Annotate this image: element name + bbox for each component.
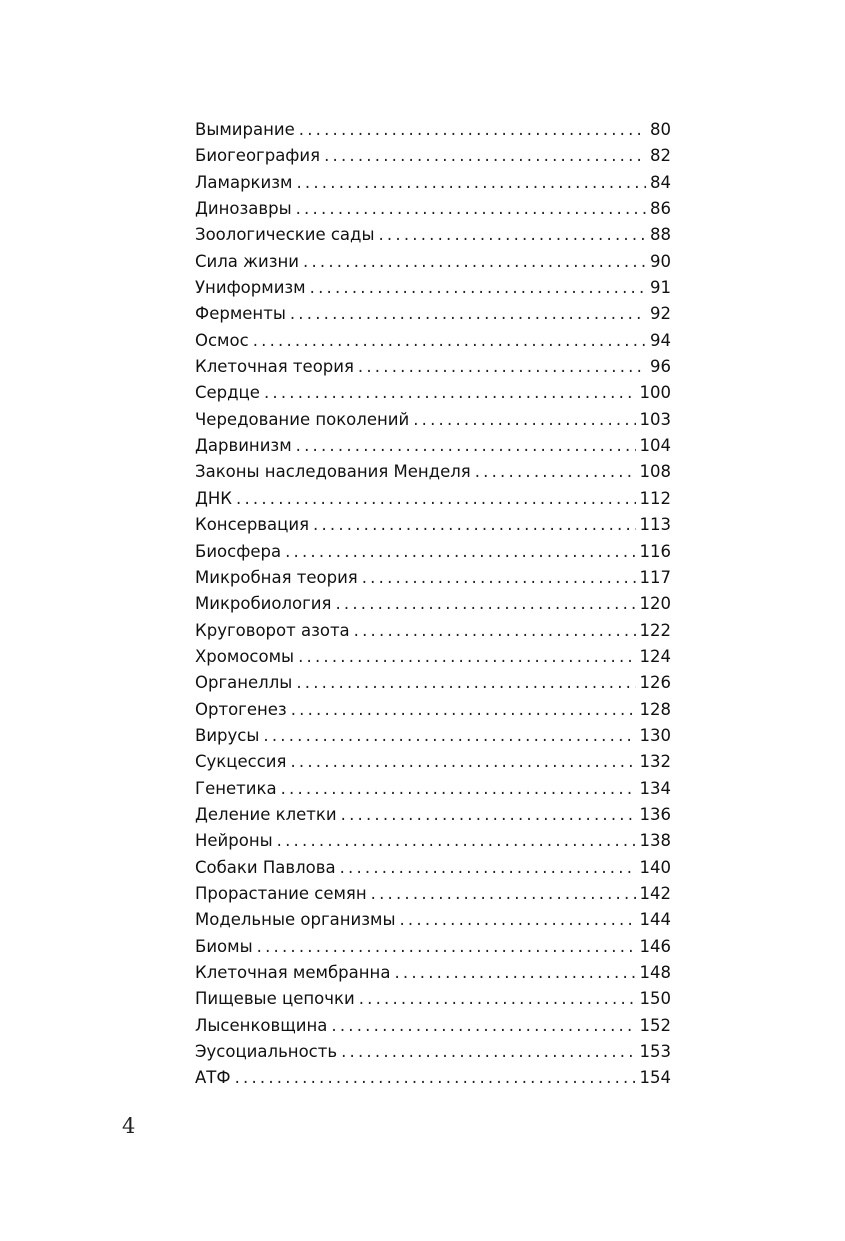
toc-entry-page: 82 (650, 146, 671, 166)
toc-entry (195, 565, 671, 591)
toc-entry-page: 154 (639, 1068, 671, 1088)
toc-entry-title: Эусоциальность (195, 1042, 338, 1062)
page-number: 4 (122, 1114, 136, 1138)
toc-entry-page: 138 (639, 831, 671, 851)
toc-entry (195, 459, 671, 485)
toc-entry (195, 512, 671, 538)
toc-entry-page: 100 (639, 383, 671, 403)
toc-entry-title: Чередование поколений (195, 409, 410, 429)
toc-entry (195, 934, 671, 960)
toc-entry-title: ДНК (195, 488, 233, 508)
toc-entry (195, 1013, 671, 1039)
toc-entry (195, 960, 671, 986)
toc-entry-title: Деление клетки (195, 804, 337, 824)
toc-entry-title: Пищевые цепочки (195, 989, 355, 1009)
toc-entry-title: Лысенковщина (195, 1015, 328, 1035)
toc-dot-leader (281, 776, 636, 802)
toc-entry-title: Нейроны (195, 831, 273, 851)
toc-dot-leader (299, 117, 646, 143)
toc-entry (195, 697, 671, 723)
toc-entry-page: 144 (639, 910, 671, 930)
toc-dot-leader (236, 486, 635, 512)
toc-entry (195, 723, 671, 749)
toc-entry (195, 249, 671, 275)
toc-entry (195, 328, 671, 354)
toc-entry-title: Зоологические сады (195, 225, 375, 245)
toc-entry-page: 90 (650, 251, 671, 271)
toc-dot-leader (341, 1039, 635, 1065)
toc-entry-page: 142 (639, 883, 671, 903)
toc-dot-leader (257, 934, 636, 960)
toc-dot-leader (475, 459, 636, 485)
toc-dot-leader (291, 697, 636, 723)
toc-entry (195, 117, 671, 143)
toc-entry (195, 855, 671, 881)
toc-entry-page: 122 (639, 620, 671, 640)
toc-entry (195, 881, 671, 907)
toc-entry-title: Генетика (195, 778, 277, 798)
toc-entry-title: Ферменты (195, 304, 286, 324)
toc-dot-leader (354, 618, 636, 644)
toc-entry-title: Законы наследования Менделя (195, 462, 471, 482)
toc-entry-title: Осмос (195, 330, 249, 350)
toc-entry (195, 486, 671, 512)
toc-entry (195, 828, 671, 854)
toc-dot-leader (264, 380, 636, 406)
toc-entry-title: Биогеография (195, 146, 321, 166)
toc-entry-page: 88 (650, 225, 671, 245)
toc-entry-title: Круговорот азота (195, 620, 350, 640)
toc-entry-title: Модельные организмы (195, 910, 396, 930)
toc-entry (195, 407, 671, 433)
toc-dot-leader (358, 354, 646, 380)
toc-entry-page: 80 (650, 120, 671, 139)
toc-entry (195, 196, 671, 222)
toc-entry-page: 94 (650, 330, 671, 350)
toc-entry-title: Вымирание (195, 120, 295, 139)
toc-entry-page: 104 (639, 436, 671, 456)
toc-entry (195, 986, 671, 1012)
toc-dot-leader (340, 855, 636, 881)
toc-dot-leader (331, 1013, 635, 1039)
toc-dot-leader (413, 407, 635, 433)
toc-dot-leader (378, 222, 646, 248)
toc-entry-page: 134 (639, 778, 671, 798)
toc-dot-leader (341, 802, 636, 828)
toc-entry-page: 96 (650, 357, 671, 377)
toc-entry-title: Сила жизни (195, 251, 300, 271)
toc-dot-leader (290, 749, 635, 775)
toc-entry (195, 670, 671, 696)
toc-dot-leader (399, 907, 635, 933)
toc-dot-leader (277, 828, 636, 854)
toc-entry-page: 130 (639, 725, 671, 745)
toc-entry-title: Ортогенез (195, 699, 287, 719)
toc-entry (195, 1065, 671, 1091)
toc-dot-leader (310, 275, 646, 301)
toc-dot-leader (296, 170, 646, 196)
toc-entry (195, 591, 671, 617)
toc-entry (195, 143, 671, 169)
toc-dot-leader (235, 1065, 636, 1091)
toc-entry-page: 84 (650, 172, 671, 192)
toc-dot-leader (371, 881, 636, 907)
toc-dot-leader (285, 539, 635, 565)
toc-entry-title: Динозавры (195, 199, 292, 219)
toc-entry-title: Микробная теория (195, 567, 358, 587)
toc-entry-title: Униформизм (195, 278, 306, 298)
toc-entry-title: Сердце (195, 383, 260, 403)
toc-entry-page: 124 (639, 646, 671, 666)
toc-entry-page: 120 (639, 594, 671, 614)
toc-entry-title: Ламаркизм (195, 172, 293, 192)
toc-entry-title: Клеточная теория (195, 357, 354, 377)
toc-dot-leader (335, 591, 635, 617)
toc-dot-leader (362, 565, 636, 591)
toc-entry-title: АТФ (195, 1068, 231, 1088)
toc-entry (195, 618, 671, 644)
toc-entry-title: Дарвинизм (195, 436, 292, 456)
toc-entry (195, 275, 671, 301)
toc-entry-page: 116 (639, 541, 671, 561)
toc-dot-leader (253, 328, 646, 354)
toc-entry-page: 148 (639, 963, 671, 982)
toc-entry-page: 153 (639, 1042, 671, 1062)
toc-entry-title: Органеллы (195, 673, 293, 693)
toc-entry-title: Прорастание семян (195, 883, 367, 903)
toc-entry-page: 146 (639, 936, 671, 956)
toc-entry-title: Клеточная мембранна (195, 963, 391, 982)
toc-entry-page: 140 (639, 857, 671, 877)
toc-entry (195, 802, 671, 828)
toc-entry-page: 113 (639, 515, 671, 535)
toc-dot-leader (359, 986, 636, 1012)
toc-dot-leader (303, 249, 646, 275)
toc-entry-title: Биосфера (195, 541, 282, 561)
toc-entry-title: Сукцессия (195, 752, 287, 772)
toc-dot-leader (298, 644, 635, 670)
toc-entry-title: Биомы (195, 936, 253, 956)
toc-entry-page: 132 (639, 752, 671, 772)
toc-entry-page: 126 (639, 673, 671, 693)
toc-dot-leader (324, 143, 646, 169)
toc-dot-leader (263, 723, 635, 749)
toc-entry-page: 112 (639, 488, 671, 508)
toc-entry (195, 380, 671, 406)
toc-entry-title: Собаки Павлова (195, 857, 336, 877)
toc-dot-leader (296, 433, 636, 459)
toc-entry-page: 103 (639, 409, 671, 429)
toc-entry (195, 222, 671, 248)
toc-entry-title: Вирусы (195, 725, 260, 745)
toc-entry (195, 170, 671, 196)
toc-entry (195, 354, 671, 380)
toc-entry-page: 150 (639, 989, 671, 1009)
toc-entry (195, 301, 671, 327)
toc-entry (195, 776, 671, 802)
toc-dot-leader (296, 196, 646, 222)
toc-entry-page: 92 (650, 304, 671, 324)
toc-entry-page: 108 (639, 462, 671, 482)
toc-entry-page: 86 (650, 199, 671, 219)
toc-dot-leader (394, 960, 635, 986)
toc-entry-title: Микробиология (195, 594, 332, 614)
table-of-contents (195, 117, 671, 1092)
toc-entry-page: 152 (639, 1015, 671, 1035)
toc-entry (195, 749, 671, 775)
toc-dot-leader (313, 512, 635, 538)
toc-entry-page: 136 (639, 804, 671, 824)
toc-entry (195, 1039, 671, 1065)
toc-entry (195, 644, 671, 670)
toc-entry-page: 117 (639, 567, 671, 587)
toc-entry (195, 539, 671, 565)
toc-entry-page: 91 (650, 278, 671, 298)
toc-dot-leader (290, 301, 646, 327)
toc-entry-page: 128 (639, 699, 671, 719)
toc-entry (195, 907, 671, 933)
toc-entry-title: Консервация (195, 515, 310, 535)
toc-entry-title: Хромосомы (195, 646, 295, 666)
toc-entry (195, 433, 671, 459)
toc-dot-leader (296, 670, 635, 696)
